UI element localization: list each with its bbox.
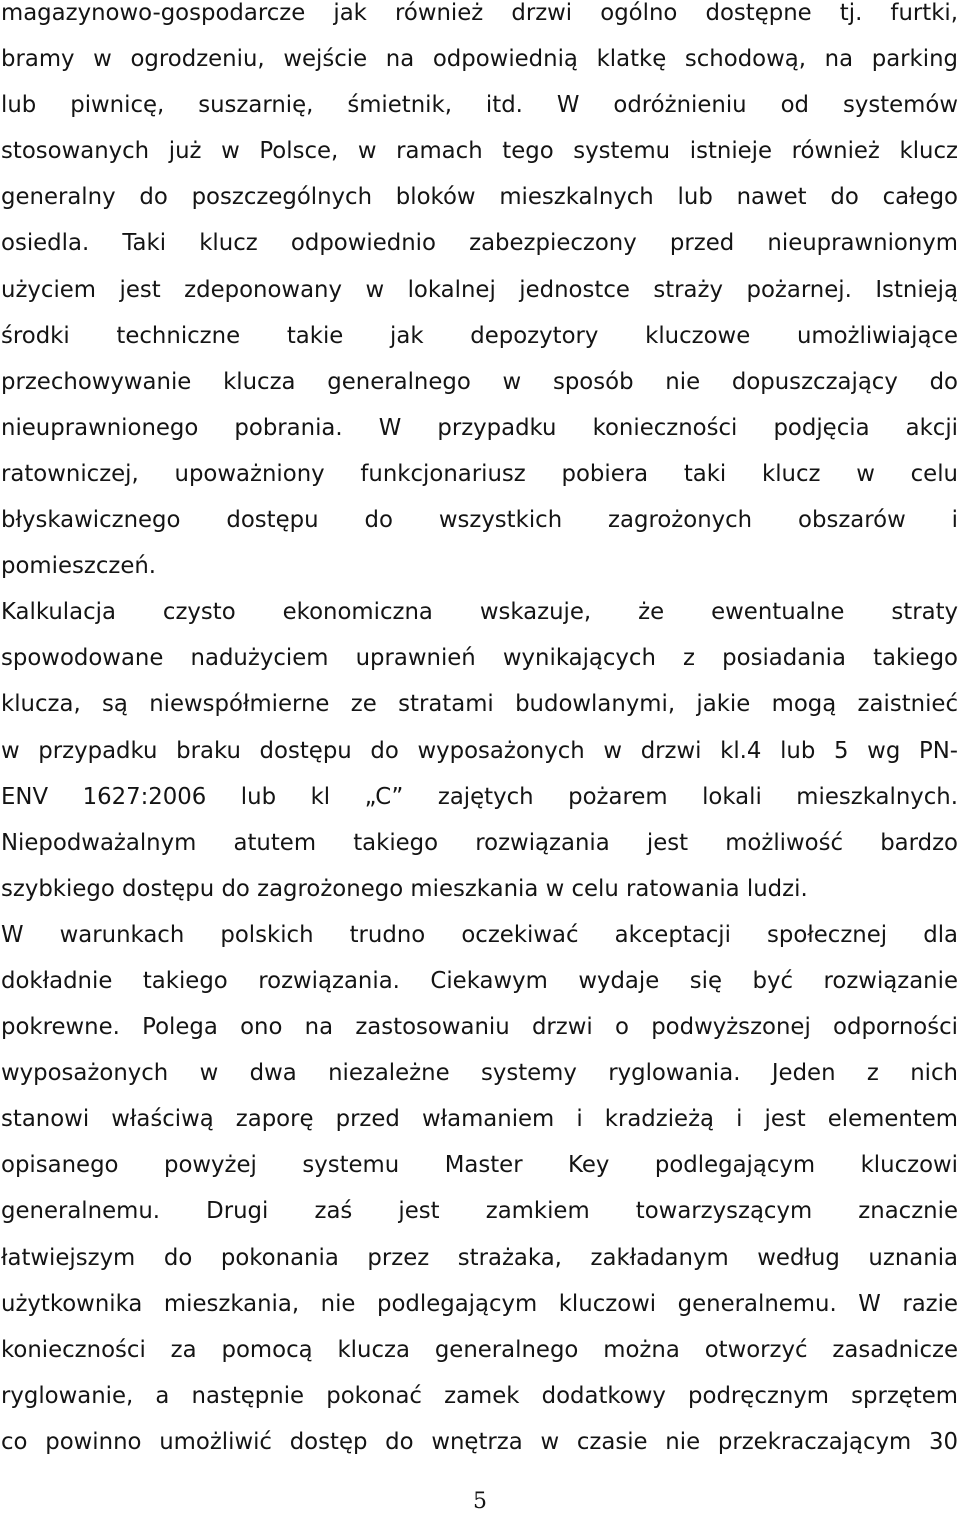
text-line: magazynowo-gospodarcze jak również drzwi ogólno dostępne tj. furtki, [1,0,958,26]
text-line: przechowywanie klucza generalnego w sposób nie dopuszczający do [1,368,958,395]
text-line: konieczności za pomocą klucza generalnego można otworzyć zasadnicze [1,1336,958,1363]
text-line: ryglowanie, a następnie pokonać zamek dodatkowy podręcznym sprzętem [1,1382,958,1409]
text-line: Niepodważalnym atutem takiego rozwiązania jest możliwość bardzo [1,829,958,856]
text-line: lub piwnicę, suszarnię, śmietnik, itd. W odróżnieniu od systemów [1,92,958,119]
text-line: opisanego powyżej systemu Master Key podlegającym kluczowi [1,1152,958,1179]
paragraph-3 [1,912,958,1465]
text-line: co powinno umożliwić dostęp do wnętrza w czasie nie przekraczającym 30 [1,1428,958,1455]
text-line: użyciem jest zdeponowany w lokalnej jednostce straży pożarnej. Istnieją [1,276,958,303]
text-line: ratowniczej, upoważniony funkcjonariusz pobiera taki klucz w celu [1,460,958,487]
text-line: nieuprawnionego pobrania. W przypadku konieczności podjęcia akcji [1,414,958,441]
text-line: pomieszczeń. [1,553,157,580]
text-line: Kalkulacja czysto ekonomiczna wskazuje, że ewentualne straty [1,599,958,626]
text-line: W warunkach polskich trudno oczekiwać akceptacji społecznej dla [1,921,958,948]
text-line: wyposażonych w dwa niezależne systemy ryglowania. Jeden z nich [1,1060,958,1087]
text-line: stanowi właściwą zaporę przed włamaniem i kradzieżą i jest elementem [1,1106,958,1133]
text-line: w przypadku braku dostępu do wyposażonych w drzwi kl.4 lub 5 wg PN- [1,737,958,764]
text-line: klucza, są niewspółmierne ze stratami budowlanymi, jakie mogą zaistnieć [1,691,958,718]
body-text [1,0,958,1465]
text-line: błyskawicznego dostępu do wszystkich zagrożonych obszarów i [1,507,958,534]
text-line: łatwiejszym do pokonania przez strażaka, zakładanym według uznania [1,1244,958,1271]
text-line: dokładnie takiego rozwiązania. Ciekawym wydaje się być rozwiązanie [1,967,958,994]
text-line: bramy w ogrodzeniu, wejście na odpowiednią klatkę schodową, na parking [1,46,958,73]
text-line: środki techniczne takie jak depozytory kluczowe umożliwiające [1,322,958,349]
paragraph-1 [1,0,958,589]
text-line: spowodowane nadużyciem uprawnień wynikających z posiadania takiego [1,645,958,672]
text-line: stosowanych już w Polsce, w ramach tego systemu istnieje również klucz [1,138,958,165]
text-line: generalny do poszczególnych bloków mieszkalnych lub nawet do całego [1,184,958,211]
paragraph-2 [1,589,958,912]
page-number: 5 [473,1489,487,1514]
text-line: użytkownika mieszkania, nie podlegającym kluczowi generalnemu. W razie [1,1290,958,1317]
text-line: szybkiego dostępu do zagrożonego mieszkania w celu ratowania ludzi. [1,875,808,902]
text-line: generalnemu. Drugi zaś jest zamkiem towarzyszącym znacznie [1,1198,958,1225]
text-line: osiedla. Taki klucz odpowiednio zabezpieczony przed nieuprawnionym [1,230,958,257]
text-line: pokrewne. Polega ono na zastosowaniu drzwi o podwyższonej odporności [1,1014,958,1041]
text-line: ENV 1627:2006 lub kl „C” zajętych pożarem lokali mieszkalnych. [1,783,958,810]
